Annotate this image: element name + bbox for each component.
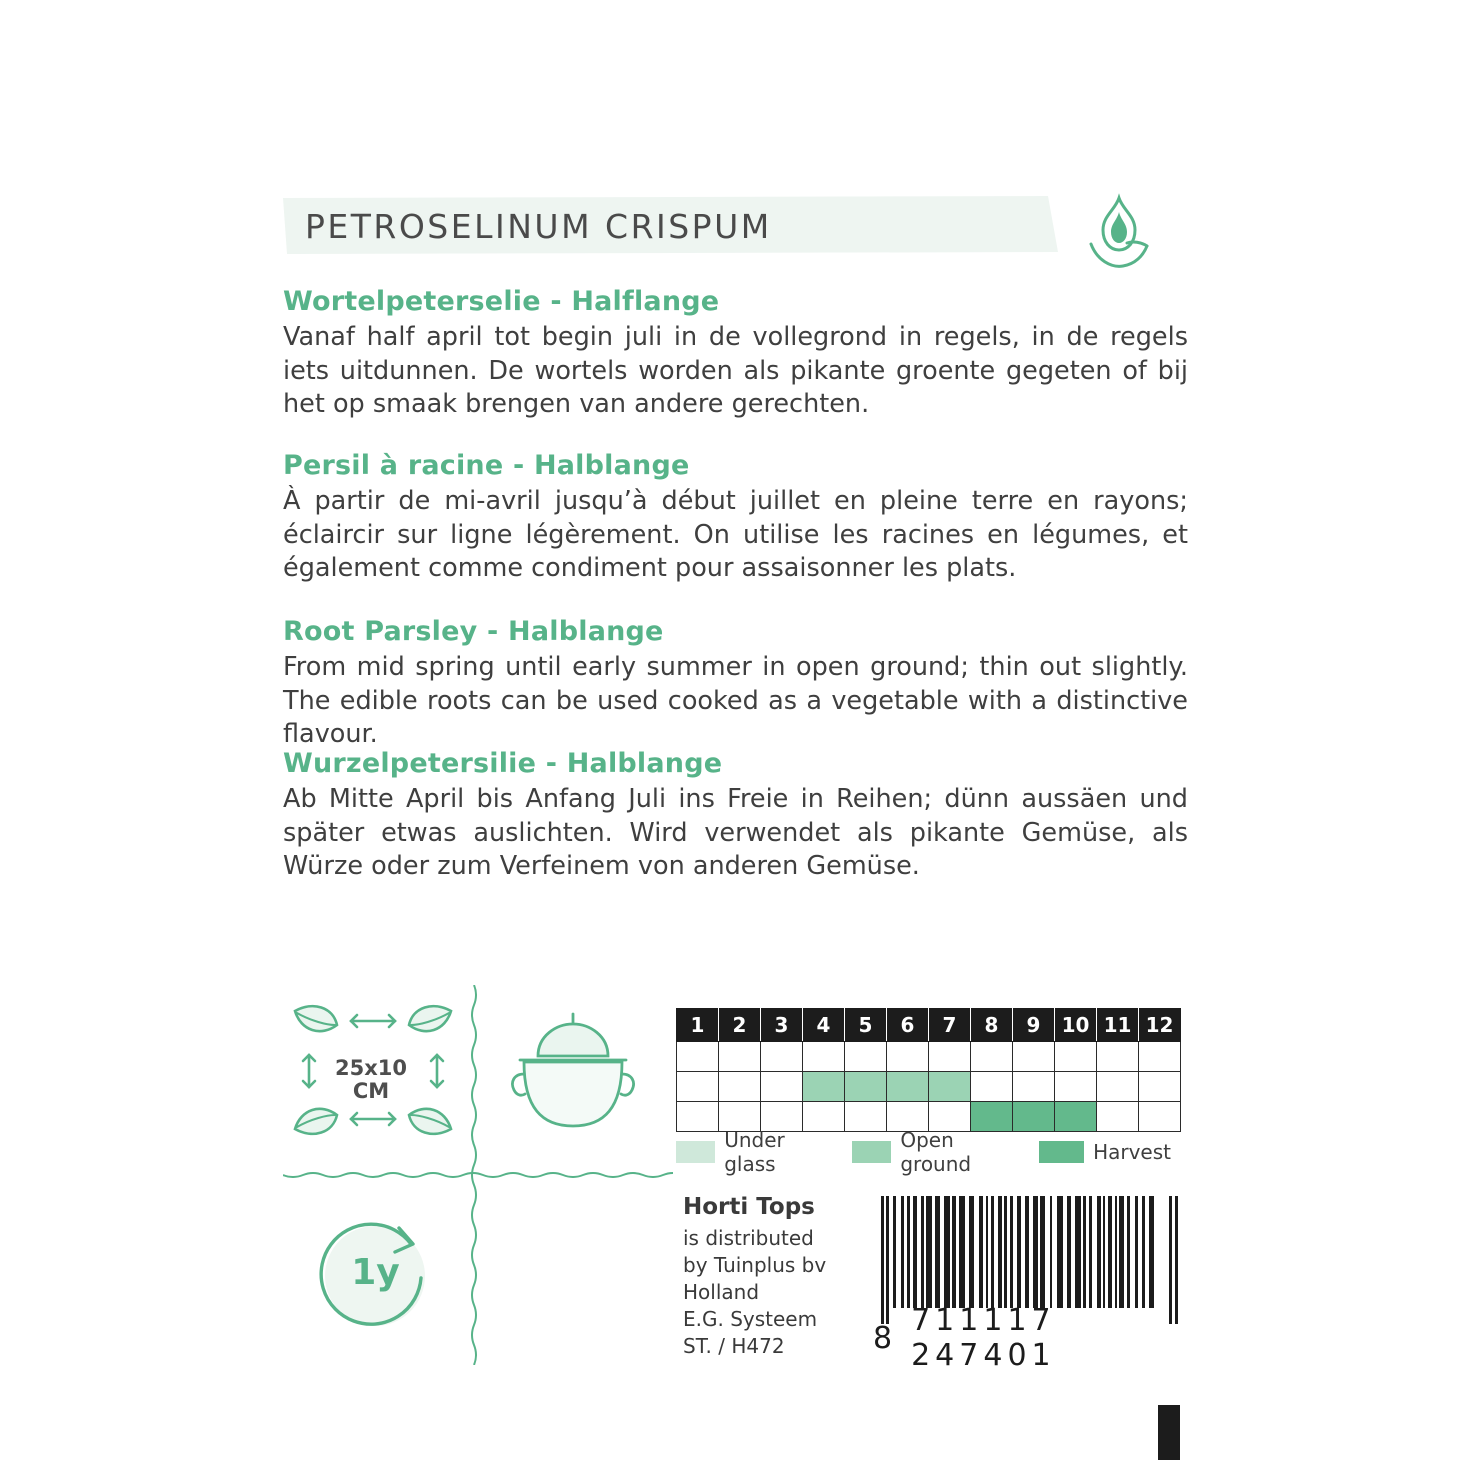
- calendar-cell: [1055, 1042, 1097, 1072]
- calendar-cell: [1055, 1102, 1097, 1132]
- legend-swatch: [676, 1141, 715, 1163]
- barcode-lead-digit: 8: [873, 1320, 898, 1356]
- spacing-value: 25x10: [335, 1056, 407, 1080]
- section-body-nl: Vanaf half april tot begin juli in de vollegrond in regels, in de regels iets uitdunnen. De wortels worden als pikante groente gegeten of bij het op smaak brengen van andere gerechten.: [283, 322, 1188, 420]
- brand-line-0: is distributed: [683, 1226, 814, 1251]
- calendar-month-header: 5: [845, 1009, 887, 1042]
- legend-swatch: [852, 1141, 891, 1163]
- calendar-cell: [887, 1072, 929, 1102]
- calendar-cell: [1097, 1102, 1139, 1132]
- calendar-cell: [761, 1102, 803, 1132]
- calendar-row-open-ground: [677, 1072, 1181, 1102]
- section-body-de: Ab Mitte April bis Anfang Juli ins Freie in Reihen; dünn aussäen und später etwas auslichten. Wird verwendet als pikante Gemüse, als Würze oder zum Verfeinem von anderen Gemüse.: [283, 784, 1188, 882]
- section-heading-de: Wurzelpetersilie - Halblange: [283, 748, 723, 779]
- calendar-row-harvest: [677, 1102, 1181, 1132]
- calendar-month-header: 7: [929, 1009, 971, 1042]
- calendar-cell: [1139, 1072, 1181, 1102]
- calendar-cell: [929, 1072, 971, 1102]
- calendar-cell: [845, 1072, 887, 1102]
- barcode-number: 711117 247401: [911, 1303, 1056, 1373]
- calendar-cell: [677, 1072, 719, 1102]
- duration-label: 1y: [351, 1252, 400, 1293]
- section-heading-en: Root Parsley - Halblange: [283, 616, 664, 647]
- calendar-month-header: 11: [1097, 1009, 1139, 1042]
- legend-item: [1039, 1140, 1171, 1164]
- legend-label: Open ground: [900, 1128, 972, 1176]
- legend-label: Under glass: [724, 1128, 785, 1176]
- brand-info: [683, 1192, 826, 1360]
- calendar-row-under-glass: [677, 1042, 1181, 1072]
- calendar-cell: [719, 1102, 761, 1132]
- calendar-cell: [929, 1102, 971, 1132]
- calendar-month-header: 2: [719, 1009, 761, 1042]
- calendar-cell: [971, 1102, 1013, 1132]
- calendar-cell: [1097, 1072, 1139, 1102]
- calendar-month-header: 10: [1055, 1009, 1097, 1042]
- legend-label: Harvest: [1093, 1140, 1171, 1164]
- calendar-cell: [1139, 1042, 1181, 1072]
- page-title: PETROSELINUM CRISPUM: [305, 207, 772, 246]
- corner-registration-mark: [1158, 1405, 1180, 1460]
- calendar-cell: [803, 1102, 845, 1132]
- calendar-cell: [1139, 1102, 1181, 1132]
- calendar-cell: [677, 1102, 719, 1132]
- calendar-cell: [803, 1072, 845, 1102]
- calendar-legend: [676, 1128, 1196, 1176]
- divider-horizontal: [283, 1163, 673, 1169]
- spacing-label: [311, 1057, 431, 1103]
- brand-line-4: ST. / H472: [683, 1334, 785, 1359]
- header: [283, 196, 1163, 258]
- calendar-header-row: [677, 1009, 1181, 1042]
- legend-item: [852, 1128, 1014, 1176]
- calendar-cell: [761, 1042, 803, 1072]
- icon-panel: [283, 985, 673, 1365]
- calendar-cell: [719, 1072, 761, 1102]
- calendar-month-header: 8: [971, 1009, 1013, 1042]
- calendar-cell: [1013, 1072, 1055, 1102]
- calendar-month-header: 4: [803, 1009, 845, 1042]
- cooking-pot-icon: [498, 1000, 648, 1145]
- calendar-cell: [719, 1042, 761, 1072]
- legend-item: [676, 1128, 827, 1176]
- section-de: [283, 748, 1188, 884]
- section-fr: [283, 450, 1188, 586]
- calendar-month-header: 9: [1013, 1009, 1055, 1042]
- spacing-unit: CM: [352, 1079, 390, 1104]
- section-body-en: From mid spring until early summer in open ground; thin out slightly. The edible roots can be used cooked as a vegetable with a distinctive flavour.: [283, 652, 1188, 750]
- section-body-fr: À partir de mi-avril jusqu’à début juillet en pleine terre en rayons; éclaircir sur ligne légèrement. On utilise les racines en légumes, et également comme condiment pour assaisonner les plats.: [283, 486, 1188, 584]
- calendar-cell: [971, 1072, 1013, 1102]
- calendar-cell: [677, 1042, 719, 1072]
- calendar-cell: [803, 1042, 845, 1072]
- brand-line-2: Holland: [683, 1280, 760, 1305]
- sowing-calendar: [676, 1008, 1181, 1132]
- legend-swatch: [1039, 1141, 1084, 1163]
- barcode-digits: [873, 1303, 1185, 1373]
- brand-line-1: by Tuinplus bv: [683, 1253, 827, 1278]
- calendar-month-header: 6: [887, 1009, 929, 1042]
- calendar-cell: [887, 1042, 929, 1072]
- calendar-cell: [1013, 1042, 1055, 1072]
- calendar-cell: [845, 1042, 887, 1072]
- calendar-cell: [845, 1102, 887, 1132]
- brand-name: Horti Tops: [683, 1194, 815, 1220]
- chili-flame-icon: [1073, 184, 1165, 276]
- calendar-month-header: 12: [1139, 1009, 1181, 1042]
- calendar-month-header: 3: [761, 1009, 803, 1042]
- calendar-cell: [929, 1042, 971, 1072]
- section-heading-nl: Wortelpeterselie - Halflange: [283, 286, 720, 317]
- calendar-cell: [887, 1102, 929, 1132]
- calendar-cell: [1097, 1042, 1139, 1072]
- section-nl: [283, 286, 1188, 422]
- calendar-cell: [1013, 1102, 1055, 1132]
- calendar-cell: [971, 1042, 1013, 1072]
- calendar-month-header: 1: [677, 1009, 719, 1042]
- section-en: [283, 616, 1188, 752]
- calendar-cell: [761, 1072, 803, 1102]
- section-heading-fr: Persil à racine - Halblange: [283, 450, 690, 481]
- calendar-cell: [1055, 1072, 1097, 1102]
- barcode: [873, 1196, 1185, 1373]
- brand-line-3: E.G. Systeem: [683, 1307, 818, 1332]
